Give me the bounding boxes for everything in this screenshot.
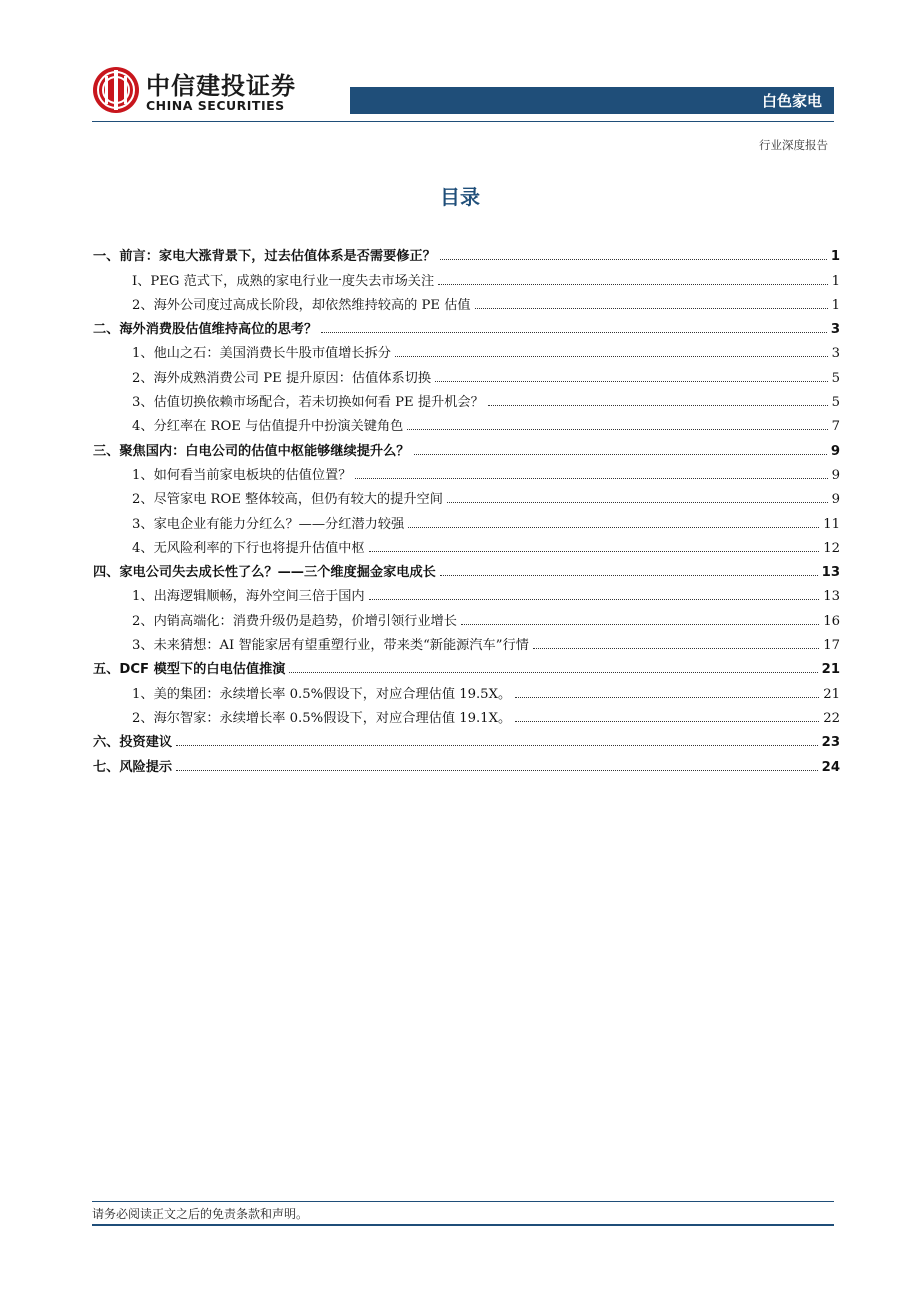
header-bar (350, 87, 834, 114)
toc-entry-page: 5 (831, 370, 840, 386)
company-logo (92, 66, 296, 118)
toc-entry-page: 1 (830, 249, 840, 265)
toc-entry[interactable] (93, 364, 840, 388)
toc-entry[interactable] (93, 316, 840, 340)
toc-entry-title: 3、家电企业有能力分红么？——分红潜力较强 (132, 516, 405, 532)
table-of-contents (93, 243, 840, 778)
toc-entry-title: 2、内销高端化：消费升级仍是趋势，价增引领行业增长 (132, 613, 457, 629)
brand-name-en: CHINA SECURITIES (146, 98, 285, 113)
report-type: 行业深度报告 (759, 138, 828, 152)
toc-dot-leader (435, 381, 828, 382)
toc-entry-title: 3、估值切换依赖市场配合，若未切换如何看 PE 提升机会？ (132, 395, 484, 411)
toc-title: 目录 (440, 185, 480, 209)
toc-entry-page: 9 (830, 443, 840, 459)
toc-entry-page: 7 (831, 419, 840, 435)
toc-entry[interactable] (93, 535, 840, 559)
toc-entry[interactable] (93, 413, 840, 437)
toc-dot-leader (395, 356, 828, 357)
toc-entry-title: 1、出海逻辑顺畅，海外空间三倍于国内 (132, 589, 365, 605)
footer-divider-bottom (92, 1224, 834, 1226)
toc-entry[interactable] (93, 656, 840, 680)
toc-entry-title: 1、如何看当前家电板块的估值位置？ (132, 467, 352, 483)
toc-entry-title: 2、海尔智家：永续增长率 0.5%假设下，对应合理估值 19.1X。 (132, 710, 512, 726)
toc-entry-title: 2、海外公司度过高成长阶段，却依然维持较高的 PE 估值 (132, 297, 471, 313)
toc-entry-page: 21 (823, 686, 840, 702)
toc-dot-leader (447, 502, 828, 503)
toc-entry-page: 11 (823, 516, 840, 532)
toc-entry-title: 五、DCF 模型下的白电估值推演 (93, 662, 286, 678)
toc-entry-page: 22 (823, 710, 840, 726)
toc-entry[interactable] (93, 267, 840, 291)
toc-dot-leader (407, 429, 827, 430)
toc-dot-leader (289, 672, 817, 673)
toc-entry-page: 23 (821, 735, 840, 751)
toc-entry[interactable] (93, 680, 840, 704)
toc-entry-page: 3 (830, 322, 840, 338)
toc-dot-leader (414, 454, 827, 455)
toc-entry-page: 13 (821, 565, 840, 581)
toc-entry-title: 1、他山之石：美国消费长牛股市值增长拆分 (132, 346, 391, 362)
toc-dot-leader (440, 259, 827, 260)
toc-entry[interactable] (93, 389, 840, 413)
section-label: 白色家电 (761, 92, 822, 110)
toc-dot-leader (321, 332, 827, 333)
footer-disclaimer: 请务必阅读正文之后的免责条款和声明。 (92, 1207, 309, 1221)
toc-entry-page: 3 (831, 346, 840, 362)
toc-entry-page: 21 (821, 662, 840, 678)
toc-entry[interactable] (93, 486, 840, 510)
toc-dot-leader (369, 599, 820, 600)
toc-entry-title: 二、海外消费股估值维持高位的思考？ (93, 322, 318, 338)
toc-entry[interactable] (93, 510, 840, 534)
toc-entry-title: 三、聚焦国内：白电公司的估值中枢能够继续提升么？ (93, 443, 410, 459)
toc-entry[interactable] (93, 607, 840, 631)
toc-entry-title: I、PEG 范式下，成熟的家电行业一度失去市场关注 (132, 273, 435, 289)
toc-entry-title: 2、尽管家电 ROE 整体较高，但仍有较大的提升空间 (132, 492, 443, 508)
footer-divider (92, 1201, 834, 1202)
toc-entry-title: 2、海外成熟消费公司 PE 提升原因：估值体系切换 (132, 370, 432, 386)
toc-entry[interactable] (93, 437, 840, 461)
toc-entry[interactable] (93, 462, 840, 486)
toc-entry-page: 9 (831, 467, 840, 483)
toc-entry-title: 四、家电公司失去成长性了么？——三个维度掘金家电成长 (93, 565, 436, 581)
toc-entry-title: 六、投资建议 (93, 735, 173, 751)
toc-dot-leader (475, 308, 828, 309)
toc-entry[interactable] (93, 340, 840, 364)
toc-entry-title: 3、未来猜想：AI 智能家居有望重塑行业，带来类“新能源汽车”行情 (132, 638, 529, 654)
toc-entry-page: 12 (823, 540, 840, 556)
toc-entry[interactable] (93, 292, 840, 316)
toc-dot-leader (533, 648, 819, 649)
toc-dot-leader (369, 551, 820, 552)
toc-dot-leader (515, 721, 819, 722)
toc-entry[interactable] (93, 729, 840, 753)
toc-entry-title: 4、分红率在 ROE 与估值提升中扮演关键角色 (132, 419, 404, 435)
toc-dot-leader (461, 624, 819, 625)
toc-entry-page: 9 (831, 492, 840, 508)
toc-entry[interactable] (93, 753, 840, 777)
toc-entry[interactable] (93, 583, 840, 607)
toc-entry[interactable] (93, 559, 840, 583)
toc-entry[interactable] (93, 243, 840, 267)
toc-entry[interactable] (93, 705, 840, 729)
toc-entry-page: 5 (831, 395, 840, 411)
toc-dot-leader (515, 697, 819, 698)
toc-dot-leader (176, 745, 818, 746)
toc-entry-title: 七、风险提示 (93, 759, 173, 775)
toc-entry[interactable] (93, 632, 840, 656)
toc-entry-title: 4、无风险利率的下行也将提升估值中枢 (132, 540, 365, 556)
toc-dot-leader (438, 284, 827, 285)
china-securities-logo-icon (92, 66, 140, 114)
toc-dot-leader (176, 770, 818, 771)
toc-entry-title: 一、前言：家电大涨背景下，过去估值体系是否需要修正？ (93, 249, 436, 265)
toc-entry-page: 1 (831, 273, 840, 289)
toc-dot-leader (488, 405, 828, 406)
brand-name-cn: 中信建投证券 (146, 72, 296, 100)
toc-dot-leader (440, 575, 818, 576)
toc-entry-page: 1 (831, 297, 840, 313)
toc-entry-page: 13 (823, 589, 840, 605)
toc-entry-page: 24 (821, 759, 840, 775)
toc-entry-title: 1、美的集团：永续增长率 0.5%假设下，对应合理估值 19.5X。 (132, 686, 512, 702)
toc-dot-leader (355, 478, 827, 479)
toc-entry-page: 17 (823, 638, 840, 654)
toc-dot-leader (408, 527, 819, 528)
toc-entry-page: 16 (823, 613, 840, 629)
header-divider (92, 121, 834, 122)
